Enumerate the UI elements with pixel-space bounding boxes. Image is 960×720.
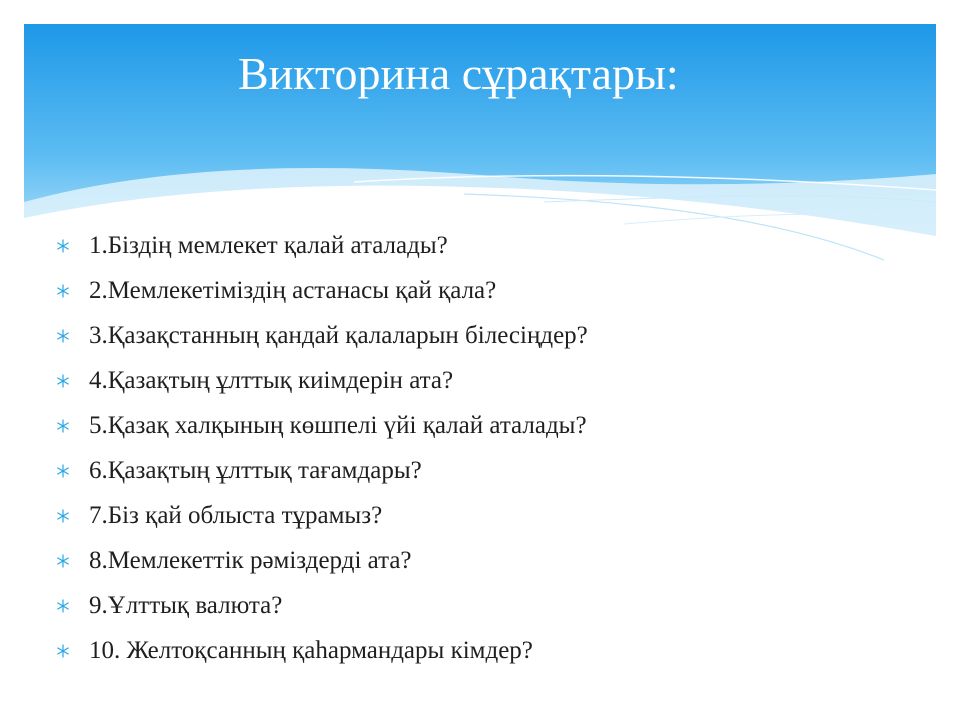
- list-item: [56, 493, 588, 538]
- asterisk-icon: [56, 554, 70, 568]
- asterisk-icon: [56, 329, 70, 343]
- asterisk-icon: [56, 644, 70, 658]
- question-text: 9.Ұлттық валюта?: [89, 591, 283, 619]
- list-item: [56, 268, 588, 313]
- question-text: 5.Қазақ халқының көшпелі үйі қалай аталады?: [89, 411, 587, 439]
- asterisk-icon: [56, 509, 70, 523]
- question-text: 8.Мемлекеттік рәміздерді ата?: [89, 546, 412, 574]
- question-text: 4.Қазақтың ұлттық киімдерін ата?: [89, 366, 454, 394]
- asterisk-icon: [56, 599, 70, 613]
- question-text: 1.Біздің мемлекет қалай аталады?: [89, 231, 448, 259]
- list-item: [56, 223, 588, 268]
- asterisk-icon: [56, 239, 70, 253]
- question-text: 3.Қазақстанның қандай қалаларын білесіңдер?: [89, 321, 588, 349]
- slide-title: Викторина сұрақтары:: [238, 48, 679, 99]
- list-item: [56, 403, 588, 448]
- list-item: [56, 448, 588, 493]
- question-text: 10. Желтоқсанның қаһармандары кімдер?: [89, 636, 533, 664]
- question-text: 7.Біз қай облыста тұрамыз?: [89, 501, 383, 529]
- list-item: [56, 313, 588, 358]
- asterisk-icon: [56, 419, 70, 433]
- question-list: [56, 223, 588, 673]
- question-text: 6.Қазақтың ұлттық тағамдары?: [89, 456, 422, 484]
- list-item: [56, 628, 588, 673]
- asterisk-icon: [56, 284, 70, 298]
- question-text: 2.Мемлекетіміздің астанасы қай қала?: [89, 276, 497, 304]
- list-item: [56, 583, 588, 628]
- list-item: [56, 358, 588, 403]
- asterisk-icon: [56, 464, 70, 478]
- asterisk-icon: [56, 374, 70, 388]
- list-item: [56, 538, 588, 583]
